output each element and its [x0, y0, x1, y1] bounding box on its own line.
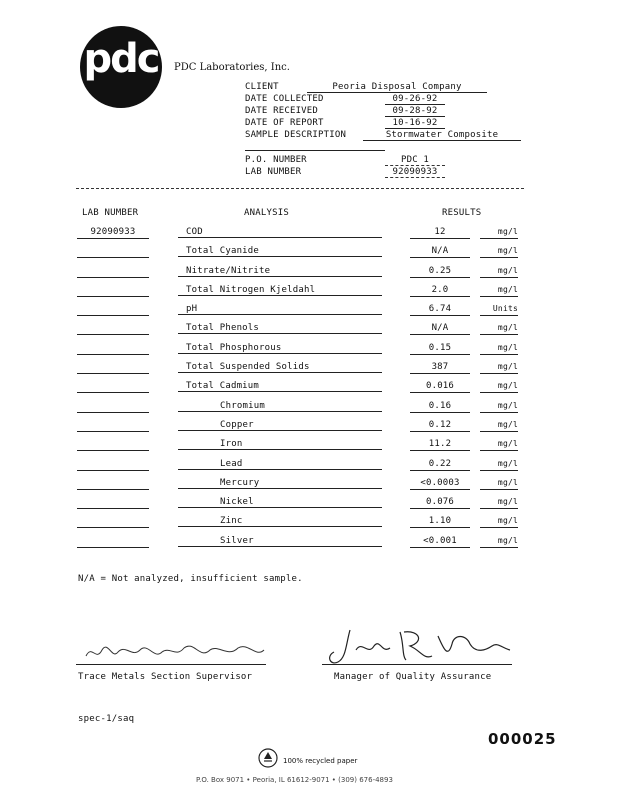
- table-row: [0, 322, 617, 341]
- lab-number-cell: [77, 303, 149, 316]
- result-value-cell: 11.2: [410, 438, 470, 451]
- lab-number-cell: [77, 515, 149, 528]
- lab-number-cell: [77, 361, 149, 374]
- lab-number-cell: [77, 496, 149, 509]
- result-value-cell: 12: [410, 226, 470, 239]
- result-unit-cell: Units: [480, 303, 518, 316]
- analysis-cell: Total Cadmium: [178, 380, 382, 392]
- header-fields: [245, 82, 525, 142]
- lab-number-cell: [77, 284, 149, 297]
- left-signature-title: Trace Metals Section Supervisor: [78, 672, 253, 682]
- lab-number-cell: 92090933: [77, 226, 149, 239]
- field-sample-description: SAMPLE DESCRIPTION Stormwater Composite: [245, 130, 525, 142]
- result-unit-cell: mg/l: [480, 496, 518, 509]
- result-unit-cell: mg/l: [480, 438, 518, 451]
- field-po-number: P.O. NUMBER PDC 1: [245, 155, 525, 167]
- header-separator: [76, 188, 524, 189]
- table-row: [0, 458, 617, 477]
- analysis-cell: Chromium: [178, 400, 382, 412]
- lab-number-cell: [77, 265, 149, 278]
- result-value-cell: 0.25: [410, 265, 470, 278]
- result-value-cell: 0.22: [410, 458, 470, 471]
- table-row: [0, 419, 617, 438]
- col-analysis: ANALYSIS: [244, 208, 289, 218]
- table-row: [0, 400, 617, 419]
- result-value-cell: 0.15: [410, 342, 470, 355]
- table-row: [0, 438, 617, 457]
- result-value-cell: N/A: [410, 245, 470, 258]
- table-row: [0, 535, 617, 554]
- result-value-cell: 6.74: [410, 303, 470, 316]
- lab-number-cell: [77, 477, 149, 490]
- company-address: P.O. Box 9071 • Peoria, IL 61612-9071 • (309) 676-4893: [196, 776, 393, 784]
- lab-number-cell: [77, 400, 149, 413]
- result-unit-cell: mg/l: [480, 535, 518, 548]
- lab-number-cell: [77, 535, 149, 548]
- result-value-cell: 387: [410, 361, 470, 374]
- result-value-cell: 0.016: [410, 380, 470, 393]
- table-row: [0, 515, 617, 534]
- recycle-icon: [258, 748, 278, 768]
- result-unit-cell: mg/l: [480, 265, 518, 278]
- result-unit-cell: mg/l: [480, 419, 518, 432]
- table-row: [0, 226, 617, 245]
- table-row: [0, 496, 617, 515]
- field-date-report: DATE OF REPORT 10-16-92: [245, 118, 525, 130]
- col-results: RESULTS: [442, 208, 482, 218]
- result-unit-cell: mg/l: [480, 284, 518, 297]
- lab-number-cell: [77, 438, 149, 451]
- result-unit-cell: mg/l: [480, 226, 518, 239]
- lab-number-cell: [77, 380, 149, 393]
- lab-number-cell: [77, 245, 149, 258]
- result-unit-cell: mg/l: [480, 245, 518, 258]
- analysis-cell: Iron: [178, 438, 382, 450]
- result-unit-cell: mg/l: [480, 400, 518, 413]
- table-row: [0, 303, 617, 322]
- table-row: [0, 380, 617, 399]
- analysis-cell: Copper: [178, 419, 382, 431]
- result-value-cell: 0.12: [410, 419, 470, 432]
- lab-number-cell: [77, 322, 149, 335]
- analysis-cell: pH: [178, 303, 382, 315]
- field-client: CLIENT Peoria Disposal Company: [245, 82, 525, 94]
- lab-number-cell: [77, 342, 149, 355]
- results-table: [0, 226, 617, 554]
- analysis-cell: Mercury: [178, 477, 382, 489]
- table-row: [0, 361, 617, 380]
- analysis-cell: COD: [178, 226, 382, 238]
- result-unit-cell: mg/l: [480, 380, 518, 393]
- po-lab-fields: [245, 155, 525, 179]
- result-unit-cell: mg/l: [480, 477, 518, 490]
- logo-text: pdc: [83, 36, 159, 82]
- typist-initials: spec-1/saq: [78, 714, 135, 724]
- result-value-cell: 1.10: [410, 515, 470, 528]
- analysis-cell: Total Phosphorous: [178, 342, 382, 354]
- result-unit-cell: mg/l: [480, 322, 518, 335]
- result-unit-cell: mg/l: [480, 458, 518, 471]
- table-row: [0, 265, 617, 284]
- result-value-cell: 0.076: [410, 496, 470, 509]
- lab-number-cell: [77, 458, 149, 471]
- recycled-paper-note: 100% recycled paper: [283, 757, 358, 765]
- analysis-cell: Total Cyanide: [178, 245, 382, 257]
- table-row: [0, 245, 617, 264]
- result-value-cell: <0.001: [410, 535, 470, 548]
- field-date-collected: DATE COLLECTED 09-26-92: [245, 94, 525, 106]
- analysis-cell: Total Suspended Solids: [178, 361, 382, 373]
- right-signature-title: Manager of Quality Assurance: [334, 672, 492, 682]
- page-number: 000025: [488, 730, 557, 748]
- footnote: N/A = Not analyzed, insufficient sample.: [78, 574, 303, 584]
- left-signature-line: [76, 664, 266, 665]
- result-value-cell: 0.16: [410, 400, 470, 413]
- right-signature-line: [322, 664, 512, 665]
- header-blank-line: [245, 150, 385, 151]
- field-lab-number: LAB NUMBER 92090933: [245, 167, 525, 179]
- lab-number-cell: [77, 419, 149, 432]
- result-value-cell: N/A: [410, 322, 470, 335]
- analysis-cell: Total Nitrogen Kjeldahl: [178, 284, 382, 296]
- table-row: [0, 477, 617, 496]
- company-name: PDC Laboratories, Inc.: [174, 62, 290, 73]
- analysis-cell: Lead: [178, 458, 382, 470]
- field-date-received: DATE RECEIVED 09-28-92: [245, 106, 525, 118]
- analysis-cell: Total Phenols: [178, 322, 382, 334]
- table-row: [0, 342, 617, 361]
- result-value-cell: 2.0: [410, 284, 470, 297]
- analysis-cell: Nitrate/Nitrite: [178, 265, 382, 277]
- col-lab-number: LAB NUMBER: [82, 208, 139, 218]
- analysis-cell: Zinc: [178, 515, 382, 527]
- table-row: [0, 284, 617, 303]
- analysis-cell: Silver: [178, 535, 382, 547]
- result-unit-cell: mg/l: [480, 361, 518, 374]
- result-value-cell: <0.0003: [410, 477, 470, 490]
- result-unit-cell: mg/l: [480, 515, 518, 528]
- analysis-cell: Nickel: [178, 496, 382, 508]
- result-unit-cell: mg/l: [480, 342, 518, 355]
